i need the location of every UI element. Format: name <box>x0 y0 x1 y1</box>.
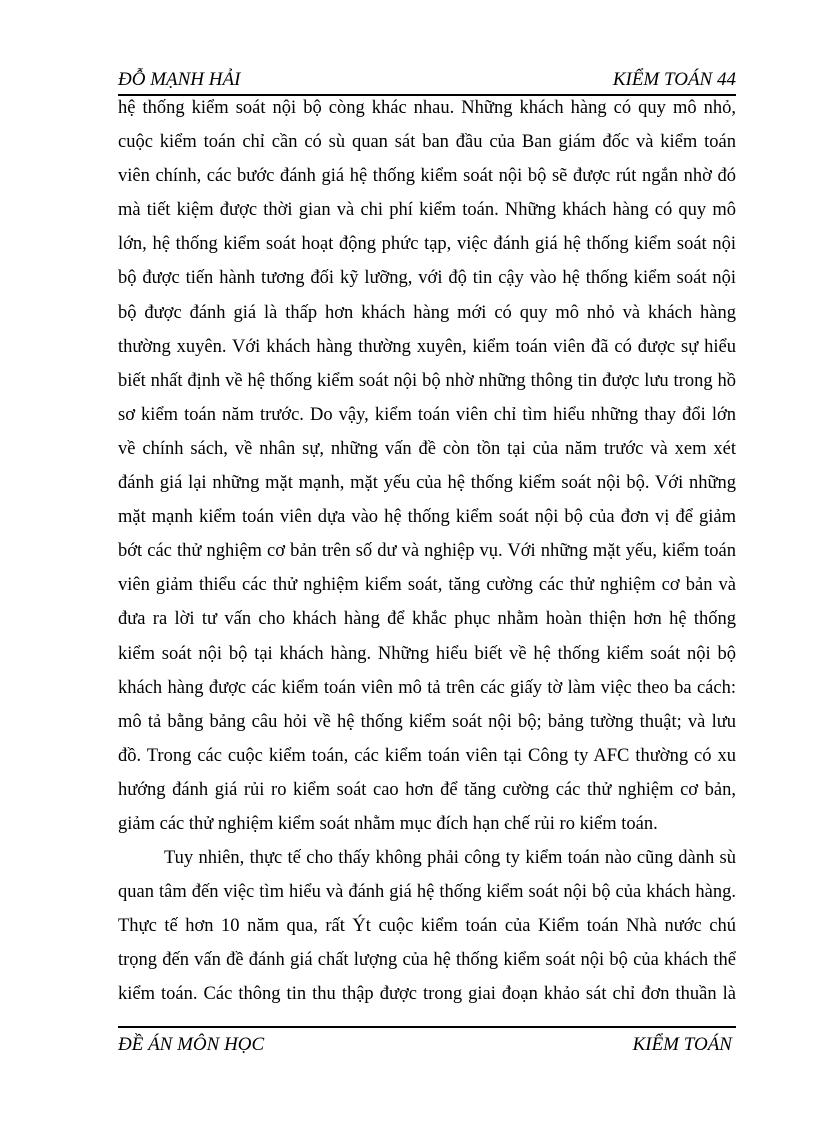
text-line: cuộc kiểm toán chỉ cần có sù quan sát ban đầu của Ban giám đốc và kiểm toán <box>118 132 736 153</box>
paragraph-end-line: giảm các thử nghiệm kiểm soát nhằm mục đích hạn chế rủi ro kiểm toán. <box>118 813 658 834</box>
text-line: bớt các thử nghiệm cơ bản trên số dư và nghiệp vụ. Với những mặt yếu, kiểm toán <box>118 541 736 562</box>
text-line: quan tâm đến việc tìm hiểu và đánh giá hệ thống kiểm soát nội bộ của khách hàng. <box>118 882 736 903</box>
text-line: đưa ra lời tư vấn cho khách hàng để khắc phục nhằm hoàn thiện hơn hệ thống <box>118 609 736 630</box>
header-author: ĐỖ MẠNH HẢI <box>118 69 241 90</box>
text-line: hệ thống kiểm soát nội bộ còng khác nhau. Những khách hàng có quy mô nhỏ, <box>118 98 736 118</box>
header-section: KIỂM TOÁN 44 <box>612 69 736 90</box>
text-line: biết nhất định về hệ thống kiểm soát nội bộ nhờ những thông tin được lưu trong hồ <box>118 370 736 391</box>
footer-subject: KIỂM TOÁN <box>632 1034 732 1055</box>
body-text <box>118 91 736 1012</box>
text-line: hướng đánh giá rủi ro kiểm soát cao hơn để tăng cường các thử nghiệm cơ bản, <box>118 779 736 800</box>
text-line: sơ kiểm toán năm trước. Do vậy, kiểm toán viên chỉ tìm hiểu những thay đổi lớn <box>118 404 736 425</box>
text-line: Thực tế hơn 10 năm qua, rất Ýt cuộc kiểm toán của Kiểm toán Nhà nước chú <box>118 916 736 937</box>
page-footer <box>118 1026 736 1056</box>
text-line: viên giảm thiểu các thử nghiệm kiểm soát, tăng cường các thử nghiệm cơ bản và <box>118 575 736 596</box>
text-line: mà tiết kiệm được thời gian và chi phí kiểm toán. Những khách hàng có quy mô <box>118 200 736 221</box>
text-line: trọng đến vấn đề đánh giá chất lượng của hệ thống kiểm soát nội bộ của khách thể <box>118 950 736 971</box>
text-line: viên chính, các bước đánh giá hệ thống kiểm soát nội bộ sẽ được rút ngắn nhờ đó <box>118 166 736 187</box>
text-line: kiểm soát nội bộ tại khách hàng. Những hiểu biết về hệ thống kiểm soát nội bộ <box>118 643 736 664</box>
text-line: kiểm toán. Các thông tin thu thập được trong giai đoạn khảo sát chỉ đơn thuần là <box>118 984 736 1005</box>
text-line: về chính sách, về nhân sự, những vấn đề còn tồn tại của năm trước và xem xét <box>118 438 736 459</box>
text-line: đồ. Trong các cuộc kiểm toán, các kiểm toán viên tại Công ty AFC thường có xu <box>118 745 736 766</box>
text-line: mô tả bằng bảng câu hỏi về hệ thống kiểm soát nội bộ; bảng tường thuật; và lưu <box>118 711 736 732</box>
text-line: đánh giá lại những mặt mạnh, mặt yếu của hệ thống kiểm soát nội bộ. Với những <box>118 473 736 494</box>
text-line: khách hàng được các kiểm toán viên mô tả trên các giấy tờ làm việc theo ba cách: <box>118 677 736 698</box>
text-line: thường xuyên. Với khách hàng thường xuyên, kiểm toán viên đã có được sự hiểu <box>118 336 736 357</box>
text-line: lớn, hệ thống kiểm soát hoạt động phức tạp, việc đánh giá hệ thống kiểm soát nội <box>118 234 736 255</box>
paragraph-start-line: Tuy nhiên, thực tế cho thấy không phải công ty kiểm toán nào cũng dành sù <box>164 848 736 869</box>
text-line: mặt mạnh kiểm toán viên dựa vào hệ thống kiểm soát nội bộ của đơn vị để giảm <box>118 507 736 528</box>
text-line: bộ được tiến hành tương đối kỹ lưỡng, với độ tin cậy vào hệ thống kiểm soát nội <box>118 268 736 289</box>
footer-document-type: ĐỀ ÁN MÔN HỌC <box>118 1034 265 1055</box>
text-line: bộ được đánh giá là thấp hơn khách hàng mới có quy mô nhỏ và khách hàng <box>118 302 736 323</box>
